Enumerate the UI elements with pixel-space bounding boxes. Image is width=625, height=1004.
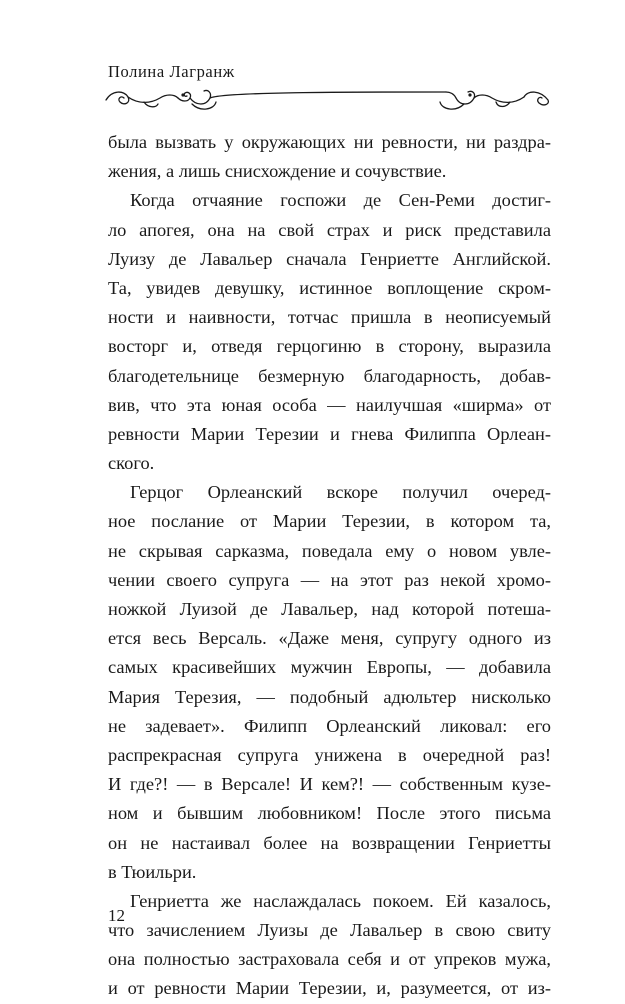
text-line: ности и наивности, тотчас пришла в неописуемый	[108, 307, 551, 328]
text-line: вив, что эта юная особа — наилучшая «ширма» от	[108, 394, 551, 415]
text-line: что зачислением Луизы де Лавальер в свою свиту	[108, 920, 551, 941]
text-line: была вызвать у окружающих ни ревности, ни раздра-	[108, 132, 551, 152]
page-number: 12	[108, 906, 125, 925]
text-line: ножкой Луизой де Лавальер, над которой потеша-	[108, 599, 551, 619]
text-line: Луизу де Лавальер сначала Генриетте Английской.	[108, 248, 551, 269]
text-line: ется весь Версаль. «Даже меня, супругу одного из	[108, 628, 551, 649]
text-line: чении своего супруга — на этот раз некой хромо-	[108, 569, 551, 590]
ornamental-divider-icon	[104, 84, 552, 114]
text-line: ского.	[108, 453, 155, 474]
text-line: распрекрасная супруга унижена в очередной раз!	[108, 744, 551, 765]
text-line: Когда отчаяние госпожи де Сен-Реми достиг-	[130, 190, 551, 211]
text-line: жения, а лишь снисхождение и сочувствие.	[108, 161, 447, 182]
body-text	[108, 128, 551, 1004]
text-line: Мария Терезия, — подобный адюльтер нисколько	[108, 686, 551, 707]
text-line: ло апогея, она на свой страх и риск представила	[108, 219, 551, 240]
text-line: Та, увидев девушку, истинное воплощение скром-	[108, 277, 551, 298]
text-line: и от ревности Марии Терезии, и, разумеется, от из-	[108, 978, 551, 999]
text-line: восторг и, отведя герцогиню в сторону, выразила	[108, 336, 551, 357]
text-line: ном и бывшим любовником! После этого письма	[108, 803, 551, 824]
running-header-author: Полина Лагранж	[108, 62, 235, 81]
text-line: И где?! — в Версале! И кем?! — собственным кузе-	[108, 774, 551, 795]
text-line: ревности Марии Терезии и гнева Филиппа Орлеан-	[108, 423, 551, 444]
text-line: не задевает». Филипп Орлеанский ликовал: его	[108, 715, 551, 736]
text-line: ное послание от Марии Терезии, в котором та,	[108, 511, 551, 532]
text-line: не скрывая сарказма, поведала ему о новом увле-	[108, 540, 551, 561]
text-line: она полностью застраховала себя и от упреков мужа,	[108, 949, 551, 970]
text-line: Генриетта же наслаждалась покоем. Ей казалось,	[130, 890, 551, 911]
text-line: Герцог Орлеанский вскоре получил очеред-	[130, 482, 551, 503]
text-line: в Тюильри.	[108, 861, 197, 882]
text-line: благодетельнице безмерную благодарность, добав-	[108, 365, 551, 386]
text-line: он не настаивал более на возвращении Генриетты	[108, 832, 551, 853]
text-line: самых красивейших мужчин Европы, — добавила	[108, 657, 551, 678]
